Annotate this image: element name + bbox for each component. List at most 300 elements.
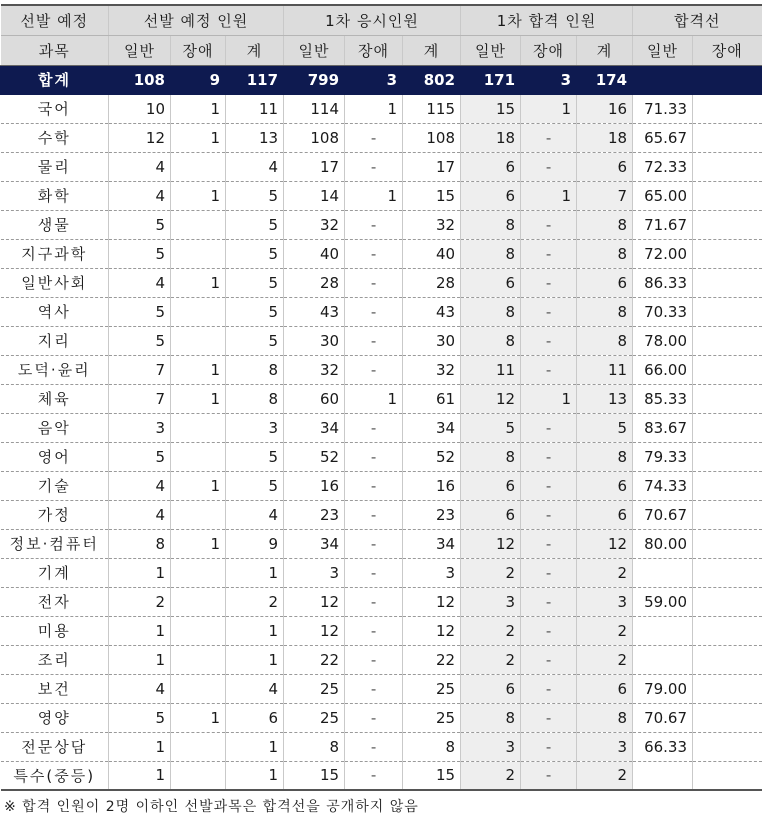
value-cell: -: [345, 326, 403, 355]
value-cell: 8: [577, 297, 633, 326]
value-cell: 1: [109, 558, 171, 587]
value-cell: [693, 732, 762, 761]
value-cell: [633, 761, 693, 790]
table-row: [1, 732, 762, 761]
value-cell: [171, 732, 226, 761]
total-cell: 3: [345, 65, 403, 94]
value-cell: -: [345, 297, 403, 326]
value-cell: 5: [226, 210, 284, 239]
value-cell: 15: [403, 761, 461, 790]
value-cell: -: [345, 761, 403, 790]
value-cell: [171, 239, 226, 268]
subject-cell: 특수(중등): [1, 761, 109, 790]
table-row: [1, 587, 762, 616]
value-cell: 3: [109, 413, 171, 442]
group-header-passed: 1차 합격 인원: [461, 5, 633, 35]
value-cell: 15: [403, 181, 461, 210]
total-cell: 799: [284, 65, 345, 94]
value-cell: 30: [403, 326, 461, 355]
subject-cell: 일반사회: [1, 268, 109, 297]
value-cell: 2: [226, 587, 284, 616]
value-cell: 86.33: [633, 268, 693, 297]
value-cell: 1: [171, 268, 226, 297]
table-row: [1, 703, 762, 732]
value-cell: 71.67: [633, 210, 693, 239]
value-cell: -: [521, 123, 577, 152]
group-header-cutoff: 합격선: [633, 5, 762, 35]
value-cell: 108: [284, 123, 345, 152]
value-cell: 4: [109, 268, 171, 297]
value-cell: 85.33: [633, 384, 693, 413]
value-cell: 14: [284, 181, 345, 210]
value-cell: 4: [109, 500, 171, 529]
value-cell: 12: [403, 616, 461, 645]
table-row: [1, 181, 762, 210]
value-cell: 16: [577, 94, 633, 123]
value-cell: 8: [461, 703, 521, 732]
value-cell: 8: [577, 442, 633, 471]
value-cell: [693, 413, 762, 442]
value-cell: -: [521, 210, 577, 239]
value-cell: 1: [109, 732, 171, 761]
value-cell: 5: [109, 297, 171, 326]
group-header-planned: 선발 예정 인원: [109, 5, 284, 35]
value-cell: 5: [109, 703, 171, 732]
value-cell: 1: [345, 94, 403, 123]
subject-cell: 보건: [1, 674, 109, 703]
value-cell: 1: [171, 355, 226, 384]
value-cell: 2: [577, 616, 633, 645]
value-cell: 32: [284, 210, 345, 239]
value-cell: 52: [284, 442, 345, 471]
value-cell: 12: [284, 616, 345, 645]
value-cell: 8: [577, 239, 633, 268]
value-cell: -: [345, 500, 403, 529]
value-cell: 25: [403, 703, 461, 732]
table-row: [1, 355, 762, 384]
value-cell: [693, 645, 762, 674]
value-cell: 12: [461, 384, 521, 413]
value-cell: 5: [226, 297, 284, 326]
value-cell: 43: [403, 297, 461, 326]
value-cell: 1: [171, 94, 226, 123]
value-cell: 114: [284, 94, 345, 123]
value-cell: [633, 616, 693, 645]
value-cell: 70.67: [633, 703, 693, 732]
table-row: [1, 210, 762, 239]
subject-cell: 역사: [1, 297, 109, 326]
value-cell: 8: [461, 239, 521, 268]
value-cell: -: [521, 326, 577, 355]
table-row: [1, 761, 762, 790]
value-cell: [171, 152, 226, 181]
value-cell: 1: [171, 529, 226, 558]
value-cell: [171, 761, 226, 790]
value-cell: -: [521, 529, 577, 558]
value-cell: 6: [461, 181, 521, 210]
subject-cell: 지리: [1, 326, 109, 355]
subject-cell: 가정: [1, 500, 109, 529]
value-cell: -: [521, 268, 577, 297]
value-cell: 28: [403, 268, 461, 297]
value-cell: 5: [461, 413, 521, 442]
table-row: [1, 239, 762, 268]
table-row: [1, 674, 762, 703]
value-cell: [693, 181, 762, 210]
value-cell: 5: [109, 210, 171, 239]
subject-cell: 전자: [1, 587, 109, 616]
value-cell: [693, 210, 762, 239]
subject-cell: 조리: [1, 645, 109, 674]
value-cell: 16: [284, 471, 345, 500]
value-cell: 5: [226, 442, 284, 471]
value-cell: -: [345, 616, 403, 645]
value-cell: [693, 442, 762, 471]
value-cell: -: [345, 442, 403, 471]
value-cell: 6: [461, 674, 521, 703]
sub-header: 일반: [109, 35, 171, 65]
value-cell: 8: [226, 384, 284, 413]
value-cell: [693, 268, 762, 297]
value-cell: 1: [521, 181, 577, 210]
value-cell: -: [521, 587, 577, 616]
value-cell: -: [345, 239, 403, 268]
table-row: [1, 297, 762, 326]
value-cell: -: [521, 239, 577, 268]
value-cell: [171, 645, 226, 674]
value-cell: 6: [577, 674, 633, 703]
value-cell: 22: [284, 645, 345, 674]
value-cell: 12: [577, 529, 633, 558]
value-cell: -: [521, 703, 577, 732]
value-cell: 2: [461, 616, 521, 645]
value-cell: 1: [171, 384, 226, 413]
value-cell: 61: [403, 384, 461, 413]
table-body: [1, 65, 762, 790]
value-cell: 43: [284, 297, 345, 326]
sub-header: 일반: [461, 35, 521, 65]
value-cell: 5: [226, 239, 284, 268]
table-row: [1, 500, 762, 529]
value-cell: 40: [284, 239, 345, 268]
value-cell: 15: [461, 94, 521, 123]
value-cell: 1: [521, 94, 577, 123]
footnote: ※ 합격 인원이 2명 이하인 선발과목은 합격선을 공개하지 않음: [4, 799, 419, 815]
value-cell: 2: [461, 645, 521, 674]
value-cell: -: [345, 413, 403, 442]
value-cell: [693, 471, 762, 500]
table-row: [1, 123, 762, 152]
value-cell: [171, 413, 226, 442]
value-cell: -: [521, 297, 577, 326]
value-cell: 8: [577, 326, 633, 355]
value-cell: [171, 210, 226, 239]
value-cell: 2: [577, 645, 633, 674]
subject-cell: 정보·컴퓨터: [1, 529, 109, 558]
table-row: [1, 94, 762, 123]
value-cell: 11: [461, 355, 521, 384]
value-cell: 11: [226, 94, 284, 123]
table-row: [1, 442, 762, 471]
value-cell: [171, 674, 226, 703]
value-cell: 5: [226, 471, 284, 500]
value-cell: 60: [284, 384, 345, 413]
value-cell: [633, 558, 693, 587]
value-cell: 108: [403, 123, 461, 152]
value-cell: [693, 500, 762, 529]
value-cell: -: [521, 500, 577, 529]
value-cell: 79.00: [633, 674, 693, 703]
value-cell: 8: [461, 326, 521, 355]
value-cell: 23: [284, 500, 345, 529]
value-cell: 15: [284, 761, 345, 790]
value-cell: 1: [171, 181, 226, 210]
value-cell: 1: [109, 645, 171, 674]
value-cell: 4: [226, 674, 284, 703]
value-cell: [693, 616, 762, 645]
value-cell: 1: [226, 732, 284, 761]
selection-results-table: [0, 4, 762, 791]
value-cell: 18: [461, 123, 521, 152]
value-cell: -: [521, 645, 577, 674]
value-cell: 5: [226, 268, 284, 297]
value-cell: [693, 703, 762, 732]
value-cell: 6: [461, 152, 521, 181]
value-cell: [693, 384, 762, 413]
subject-cell: 전문상담: [1, 732, 109, 761]
value-cell: [693, 123, 762, 152]
value-cell: 30: [284, 326, 345, 355]
value-cell: 34: [284, 529, 345, 558]
value-cell: 5: [577, 413, 633, 442]
value-cell: 4: [109, 674, 171, 703]
value-cell: 28: [284, 268, 345, 297]
value-cell: 12: [403, 587, 461, 616]
table-row: [1, 471, 762, 500]
subject-cell: 생물: [1, 210, 109, 239]
value-cell: [171, 326, 226, 355]
value-cell: 2: [577, 761, 633, 790]
value-cell: [693, 587, 762, 616]
subject-cell: 체육: [1, 384, 109, 413]
value-cell: 6: [577, 471, 633, 500]
value-cell: -: [345, 674, 403, 703]
table-row: [1, 152, 762, 181]
value-cell: 25: [403, 674, 461, 703]
value-cell: 5: [109, 239, 171, 268]
value-cell: [693, 152, 762, 181]
value-cell: [693, 326, 762, 355]
total-cell: 3: [521, 65, 577, 94]
value-cell: -: [345, 645, 403, 674]
value-cell: 6: [461, 471, 521, 500]
total-cell: 802: [403, 65, 461, 94]
value-cell: 70.33: [633, 297, 693, 326]
value-cell: 1: [345, 384, 403, 413]
value-cell: 4: [109, 181, 171, 210]
value-cell: 1: [521, 384, 577, 413]
value-cell: -: [345, 268, 403, 297]
value-cell: 18: [577, 123, 633, 152]
value-cell: 40: [403, 239, 461, 268]
value-cell: 8: [577, 210, 633, 239]
value-cell: [171, 442, 226, 471]
value-cell: -: [521, 355, 577, 384]
value-cell: -: [521, 442, 577, 471]
table-row: [1, 529, 762, 558]
value-cell: 7: [109, 355, 171, 384]
value-cell: -: [345, 529, 403, 558]
value-cell: 7: [577, 181, 633, 210]
value-cell: 78.00: [633, 326, 693, 355]
value-cell: [171, 558, 226, 587]
value-cell: 65.67: [633, 123, 693, 152]
value-cell: [171, 616, 226, 645]
table-row: [1, 268, 762, 297]
value-cell: 12: [109, 123, 171, 152]
subject-cell: 수학: [1, 123, 109, 152]
total-cell: 108: [109, 65, 171, 94]
value-cell: 3: [577, 587, 633, 616]
sub-header: 장애: [345, 35, 403, 65]
group-header-applicants: 1차 응시인원: [284, 5, 461, 35]
table-row: [1, 558, 762, 587]
value-cell: -: [345, 210, 403, 239]
value-cell: -: [345, 703, 403, 732]
value-cell: 4: [226, 152, 284, 181]
total-cell: 174: [577, 65, 633, 94]
value-cell: 8: [577, 703, 633, 732]
table-row: [1, 645, 762, 674]
subject-cell: 지구과학: [1, 239, 109, 268]
value-cell: 1: [226, 761, 284, 790]
value-cell: 1: [345, 181, 403, 210]
value-cell: -: [345, 355, 403, 384]
value-cell: [693, 558, 762, 587]
value-cell: 74.33: [633, 471, 693, 500]
value-cell: 1: [171, 123, 226, 152]
table-row: [1, 616, 762, 645]
value-cell: 1: [109, 761, 171, 790]
value-cell: [693, 94, 762, 123]
value-cell: 17: [403, 152, 461, 181]
value-cell: 34: [403, 529, 461, 558]
value-cell: 3: [461, 732, 521, 761]
value-cell: [693, 355, 762, 384]
value-cell: 25: [284, 703, 345, 732]
value-cell: [693, 239, 762, 268]
total-cell: 117: [226, 65, 284, 94]
value-cell: 6: [461, 268, 521, 297]
value-cell: 32: [403, 210, 461, 239]
value-cell: 34: [403, 413, 461, 442]
value-cell: 1: [226, 558, 284, 587]
sub-header: 계: [577, 35, 633, 65]
value-cell: 12: [461, 529, 521, 558]
value-cell: 5: [226, 326, 284, 355]
value-cell: 3: [226, 413, 284, 442]
sub-header: 장애: [171, 35, 226, 65]
total-cell: [693, 65, 762, 94]
value-cell: -: [521, 732, 577, 761]
sub-header: 계: [403, 35, 461, 65]
value-cell: [171, 587, 226, 616]
value-cell: 3: [461, 587, 521, 616]
value-cell: 13: [577, 384, 633, 413]
value-cell: 12: [284, 587, 345, 616]
value-cell: -: [521, 761, 577, 790]
value-cell: 8: [461, 442, 521, 471]
value-cell: 2: [577, 558, 633, 587]
value-cell: [171, 500, 226, 529]
value-cell: [693, 761, 762, 790]
value-cell: [171, 297, 226, 326]
sub-header: 장애: [693, 35, 762, 65]
value-cell: 17: [284, 152, 345, 181]
value-cell: 115: [403, 94, 461, 123]
value-cell: 79.33: [633, 442, 693, 471]
value-cell: 8: [403, 732, 461, 761]
subject-cell: 기계: [1, 558, 109, 587]
value-cell: 1: [171, 703, 226, 732]
table-row: [1, 413, 762, 442]
table-header: [1, 5, 762, 65]
value-cell: 5: [109, 442, 171, 471]
value-cell: 32: [403, 355, 461, 384]
value-cell: -: [345, 732, 403, 761]
value-cell: 1: [171, 471, 226, 500]
value-cell: 11: [577, 355, 633, 384]
total-cell: 9: [171, 65, 226, 94]
value-cell: 10: [109, 94, 171, 123]
value-cell: 8: [461, 210, 521, 239]
value-cell: -: [345, 471, 403, 500]
value-cell: -: [521, 413, 577, 442]
value-cell: 23: [403, 500, 461, 529]
value-cell: 52: [403, 442, 461, 471]
value-cell: 8: [284, 732, 345, 761]
value-cell: 34: [284, 413, 345, 442]
value-cell: 2: [461, 761, 521, 790]
total-cell: [633, 65, 693, 94]
value-cell: 1: [226, 616, 284, 645]
value-cell: -: [521, 152, 577, 181]
value-cell: 3: [284, 558, 345, 587]
sub-header: 일반: [633, 35, 693, 65]
subject-cell: 물리: [1, 152, 109, 181]
subject-cell: 도덕·윤리: [1, 355, 109, 384]
value-cell: 5: [226, 181, 284, 210]
value-cell: -: [521, 674, 577, 703]
subject-cell: 미용: [1, 616, 109, 645]
value-cell: 2: [109, 587, 171, 616]
value-cell: 6: [577, 500, 633, 529]
value-cell: 6: [461, 500, 521, 529]
value-cell: 83.67: [633, 413, 693, 442]
sub-header: 장애: [521, 35, 577, 65]
subject-header-top: 선발 예정: [1, 5, 109, 35]
value-cell: -: [345, 558, 403, 587]
value-cell: 6: [577, 152, 633, 181]
subject-cell: 영어: [1, 442, 109, 471]
value-cell: [693, 297, 762, 326]
value-cell: 1: [109, 616, 171, 645]
value-cell: 8: [226, 355, 284, 384]
value-cell: 8: [461, 297, 521, 326]
value-cell: 5: [109, 326, 171, 355]
value-cell: -: [345, 587, 403, 616]
value-cell: 4: [109, 152, 171, 181]
